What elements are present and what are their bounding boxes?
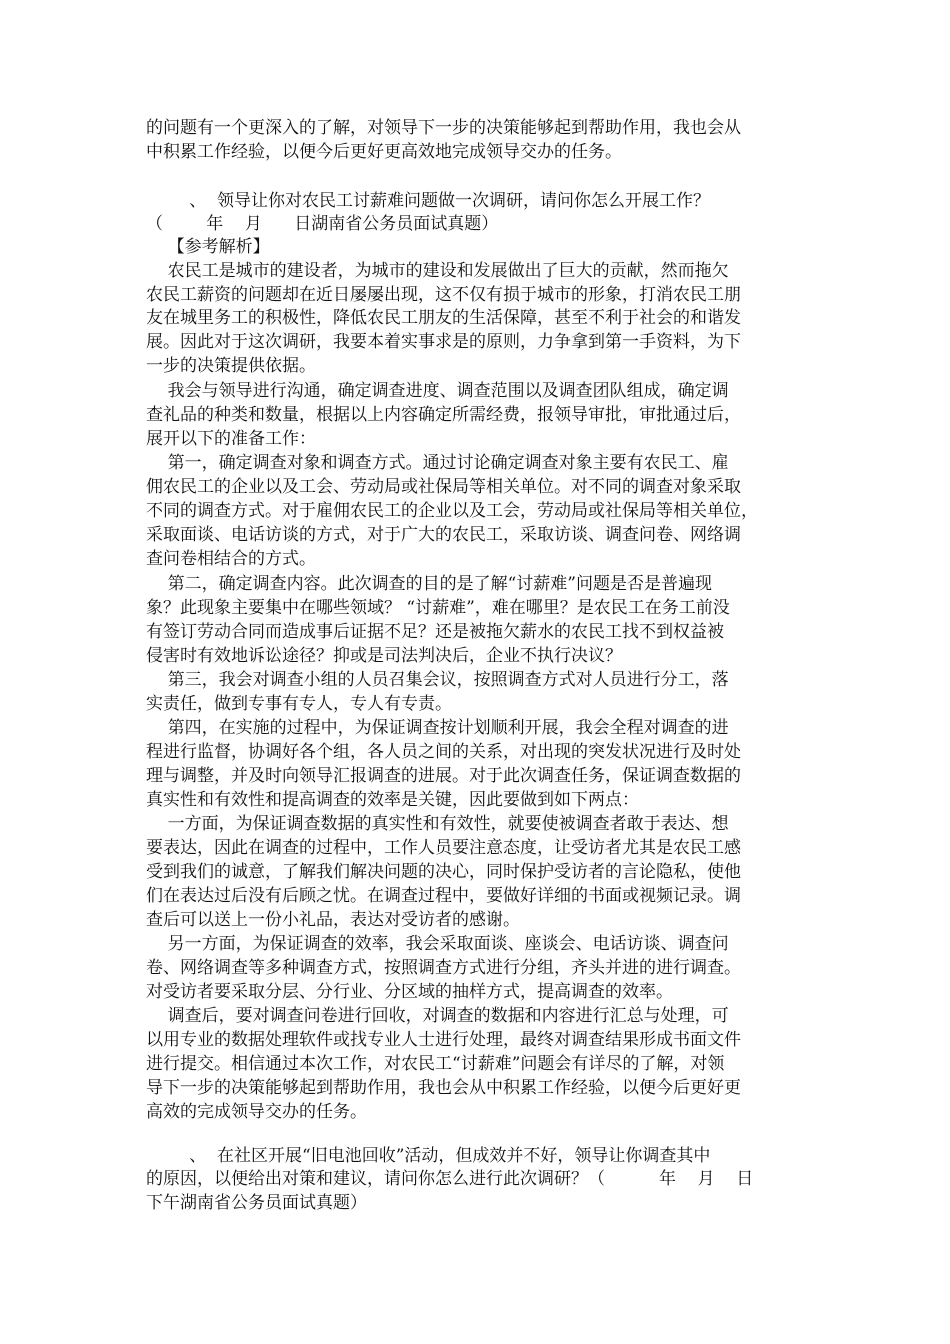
text-line: 查问卷相结合的方式。 xyxy=(146,549,316,569)
text-line: 另一方面，为保证调查的效率，我会采取面谈、座谈会、电话访谈、调查问 xyxy=(146,934,729,954)
text-line: 不同的调查方式。对于雇佣农民工的企业以及工会，劳动局或社保局等相关单位， xyxy=(146,501,758,521)
text-line: 第三，我会对调查小组的人员召集会议，按照调查方式对人员进行分工，落 xyxy=(146,670,729,690)
text-line: 真实性和有效性和提高调查的效率是关键，因此要做到如下两点： xyxy=(146,790,639,810)
question-source-line: （ 年 月 日湖南省公务员面试真题） xyxy=(146,214,499,234)
text-line: 对受访者要采取分层、分行业、分区域的抽样方式，提高调查的效率。 xyxy=(146,982,673,1002)
text-line: 第二，确定调查内容。此次调查的目的是了解“讨薪难”问题是否是普遍现 xyxy=(146,574,712,594)
text-line: 受到我们的诚意，了解我们解决问题的决心，同时保护受访者的言论隐私，使他 xyxy=(146,862,741,882)
text-line: 农民工薪资的问题却在近日屡屡出现，这不仅有损于城市的形象，打消农民工朋 xyxy=(146,285,741,305)
text-line: 第一，确定调查对象和调查方式。通过讨论确定调查对象主要有农民工、雇 xyxy=(146,453,729,473)
text-line: 以用专业的数据处理软件或找专业人士进行处理，最终对调查结果形成书面文件 xyxy=(146,1030,741,1050)
text-line: 一步的决策提供依据。 xyxy=(146,356,316,376)
text-line: 程进行监督，协调好各个组，各人员之间的关系，对出现的突发状况进行及时处 xyxy=(146,742,741,762)
text-line: 第四，在实施的过程中，为保证调查按计划顺利开展，我会全程对调查的进 xyxy=(146,718,729,738)
question-title-line: 、 领导让你对农民工讨薪难问题做一次调研，请问你怎么开展工作？ xyxy=(146,191,711,211)
question-source-line: 下午湖南省公务员面试真题） xyxy=(146,1193,367,1213)
text-line: 查后可以送上一份小礼品，表达对受访者的感谢。 xyxy=(146,910,520,930)
text-line: 农民工是城市的建设者，为城市的建设和发展做出了巨大的贡献，然而拖欠 xyxy=(146,261,729,281)
text-line: 们在表达过后没有后顾之忧。在调查过程中，要做好详细的书面或视频记录。调 xyxy=(146,886,741,906)
text-line: 高效的完成领导交办的任务。 xyxy=(146,1102,367,1122)
text-line: 查礼品的种类和数量，根据以上内容确定所需经费，报领导审批，审批通过后， xyxy=(146,405,741,425)
text-line: 佣农民工的企业以及工会、劳动局或社保局等相关单位。对不同的调查对象采取 xyxy=(146,477,741,497)
text-line: 侵害时有效地诉讼途径？抑或是司法判决后，企业不执行决议？ xyxy=(146,646,622,666)
text-line: 中积累工作经验，以便今后更好更高效地完成领导交办的任务。 xyxy=(146,142,622,162)
text-line: 实责任，做到专事有专人，专人有专责。 xyxy=(146,694,452,714)
text-line: 理与调整，并及时向领导汇报调查的进展。对于此次调查任务，保证调查数据的 xyxy=(146,766,741,786)
question-title-line: 、 在社区开展“旧电池回收”活动，但成效并不好，领导让你调查其中 xyxy=(146,1146,711,1166)
text-line: 有签订劳动合同而造成事后证据不足？还是被拖欠薪水的农民工找不到权益被 xyxy=(146,622,724,642)
text-line: 调查后，要对调查问卷进行回收，对调查的数据和内容进行汇总与处理，可 xyxy=(146,1006,729,1026)
text-line: 卷、网络调查等多种调查方式，按照调查方式进行分组，齐头并进的进行调查。 xyxy=(146,958,741,978)
text-line: 的问题有一个更深入的了解，对领导下一步的决策能够起到帮助作用，我也会从 xyxy=(146,118,741,138)
text-line: 展开以下的准备工作： xyxy=(146,429,316,449)
text-line: 采取面谈、电话访谈的方式，对于广大的农民工，采取访谈、调查问卷、网络调 xyxy=(146,525,741,545)
reference-heading: 【参考解析】 xyxy=(146,237,270,257)
text-line: 导下一步的决策能够起到帮助作用，我也会从中积累工作经验，以便今后更好更 xyxy=(146,1078,741,1098)
question-title-line: 的原因，以便给出对策和建议，请问你怎么进行此次调研？（ 年 月 日 xyxy=(146,1169,754,1189)
text-line: 友在城里务工的积极性，降低农民工朋友的生活保障，甚至不利于社会的和谐发 xyxy=(146,308,741,328)
text-line: 我会与领导进行沟通，确定调查进度、调查范围以及调查团队组成，确定调 xyxy=(146,381,729,401)
text-line: 展。因此对于这次调研，我要本着实事求是的原则，力争拿到第一手资料，为下 xyxy=(146,332,741,352)
text-line: 要表达，因此在调查的过程中，工作人员要注意态度，让受访者尤其是农民工感 xyxy=(146,838,741,858)
text-line: 一方面，为保证调查数据的真实性和有效性，就要使被调查者敢于表达、想 xyxy=(146,814,729,834)
text-line: 进行提交。相信通过本次工作，对农民工“讨薪难”问题会有详尽的了解，对领 xyxy=(146,1054,725,1074)
text-line: 象？此现象主要集中在哪些领域？ “讨薪难”，难在哪里？是农民工在务工前没 xyxy=(146,598,730,618)
